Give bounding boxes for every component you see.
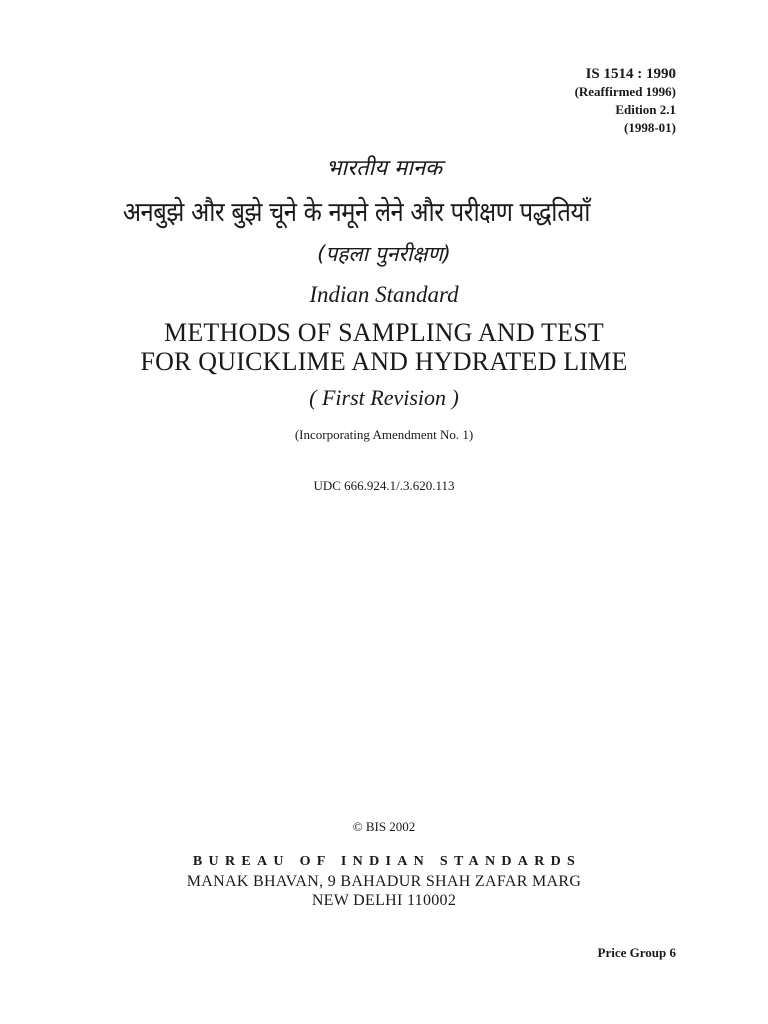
edition-number: Edition 2.1: [615, 102, 676, 117]
standard-metadata: [575, 65, 676, 137]
copyright-notice: © BIS 2002: [352, 819, 416, 834]
price-group: Price Group 6: [597, 945, 676, 960]
amendment-note: (Incorporating Amendment No. 1): [294, 427, 474, 442]
address-line-1: MANAK BHAVAN, 9 BAHADUR SHAH ZAFAR MARG: [186, 873, 582, 890]
english-title-line-1: METHODS OF SAMPLING AND TEST: [164, 318, 604, 347]
standard-number: IS 1514 : 1990: [585, 66, 676, 82]
publisher-name: BUREAU OF INDIAN STANDARDS: [192, 854, 582, 869]
english-title-line-2: FOR QUICKLIME AND HYDRATED LIME: [140, 347, 628, 376]
english-title: [0, 318, 768, 376]
english-standard-label: Indian Standard: [309, 282, 459, 307]
hindi-revision: (पहला पुनरीक्षण): [317, 242, 451, 266]
publisher-address: [0, 872, 768, 910]
hindi-title: अनबुझे और बुझे चूने के नमूने लेने और परीक्षण पद्धतियाँ: [122, 197, 590, 228]
address-line-2: NEW DELHI 110002: [311, 892, 457, 909]
udc-code: UDC 666.924.1/.3.620.113: [313, 478, 455, 493]
english-revision: ( First Revision ): [309, 385, 459, 410]
edition-date: (1998-01): [624, 120, 676, 135]
hindi-standard-label: भारतीय मानक: [325, 156, 443, 181]
reaffirmed-note: (Reaffirmed 1996): [574, 84, 676, 99]
